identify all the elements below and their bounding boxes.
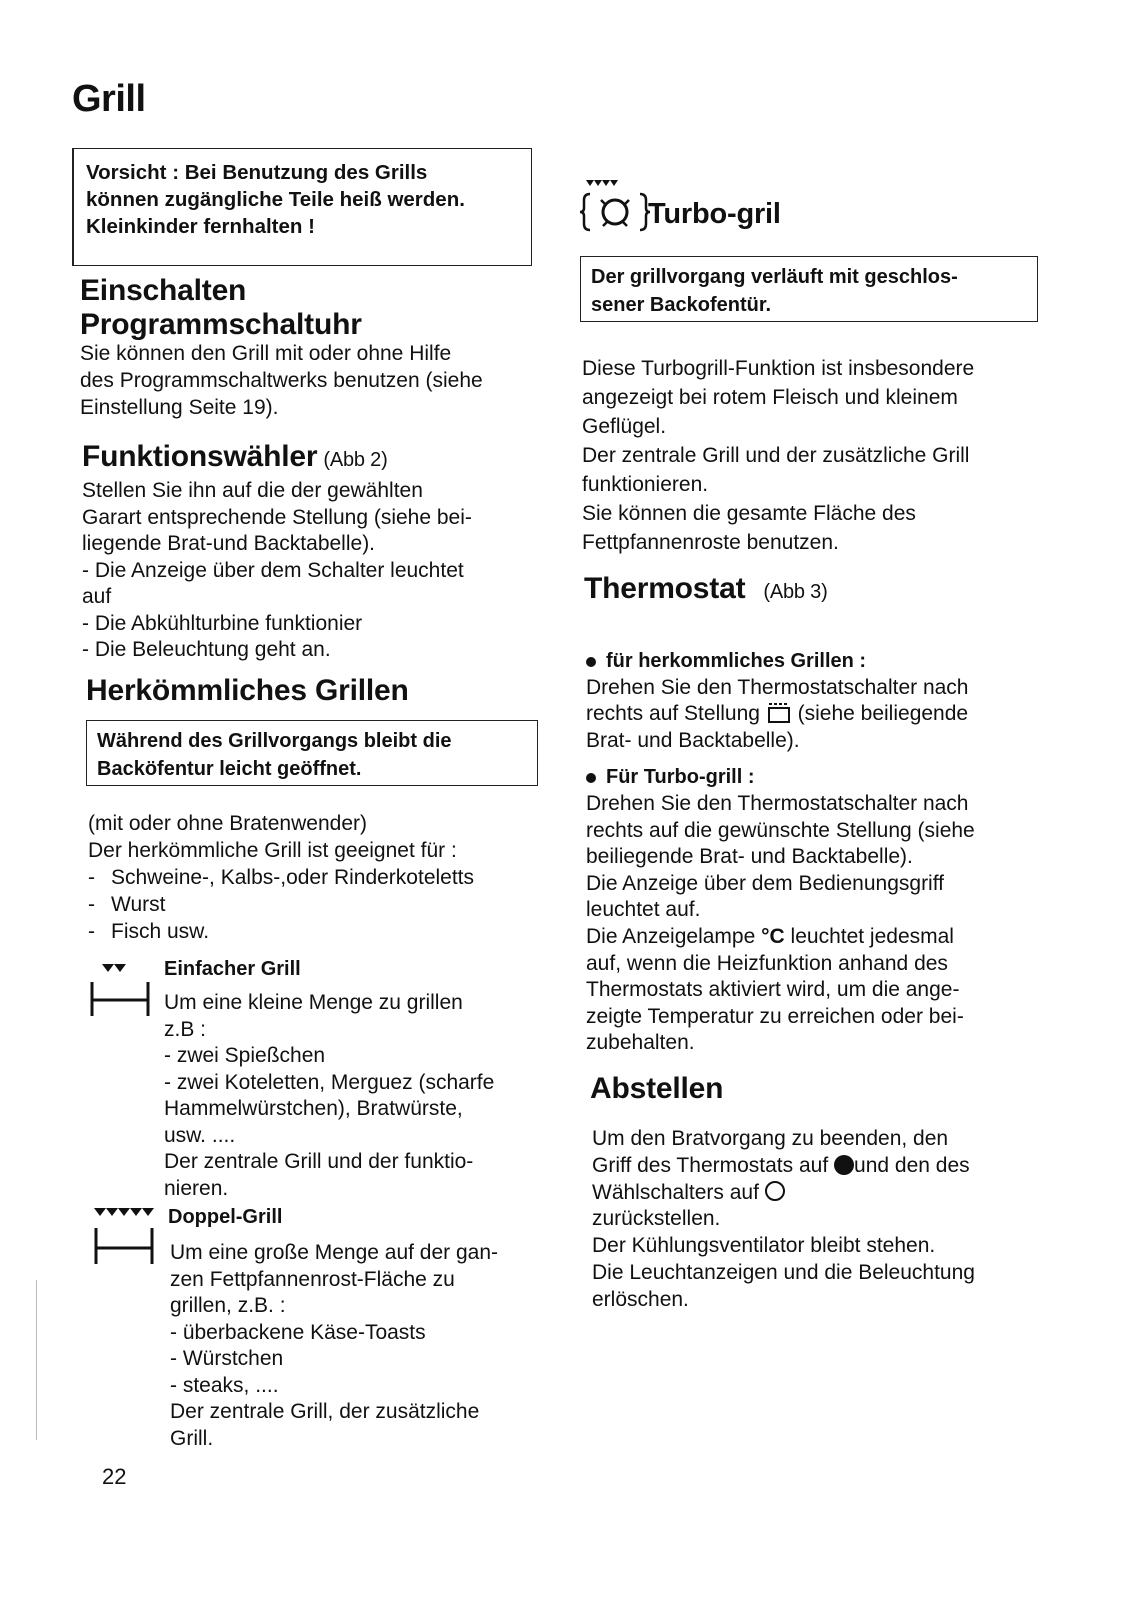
margin-line — [36, 1280, 37, 1440]
einfach-text: Um eine kleine Menge zu grillen z.B : - zwei Spießchen - zwei Koteletten, Merguez (scharfe Hammelwürstchen), Bratwürste, usw. .... Der zentrale Grill und der funktio- nieren. — [164, 991, 495, 1200]
page-number: 22 — [102, 1464, 127, 1489]
bullet-icon — [586, 773, 596, 783]
celsius-symbol: °C — [761, 924, 785, 948]
abstellen-heading: Abstellen — [590, 1072, 724, 1105]
warning-line: Vorsicht : Bei Benutzung des Grills — [86, 161, 428, 184]
off-position-dot-icon — [834, 1155, 854, 1175]
warning-box — [72, 148, 532, 266]
grill-position-icon — [766, 702, 792, 724]
thermostat-ref: (Abb 3) — [763, 581, 828, 603]
single-grill-icon — [86, 960, 156, 1020]
doppel-heading: Doppel-Grill — [168, 1206, 283, 1228]
programmschaltuhr-heading: Programmschaltuhr — [80, 308, 362, 341]
turbo-box: Der grillvorgang verläuft mit geschlos- sener Backofentür. — [580, 256, 1038, 322]
bullet-icon — [586, 657, 596, 667]
thermostat-text: für herkommliches Grillen : Drehen Sie den Thermostatschalter nach rechts auf Stellung (siehe beiliegende Brat- und Backtabelle). Für Turbo-grill : Drehen Sie den Thermostatschalter nach rechts auf die gewünschte Stellung (siehe beiliegende Brat- und Backtabelle). Die Anzeige über dem Bedienungsgriff leuchtet auf. Die Anzeigelampe °C leuchtet jedesmal auf, wenn die Heizfunktion anhand des Thermostats aktiviert wird, um die ange- zeigte Temperatur zu erreichen oder bei- zubehalten. — [586, 650, 975, 1055]
einfach-heading: Einfacher Grill — [164, 958, 301, 980]
warning-line: können zugängliche Teile heiß werden. — [86, 188, 465, 211]
off-position-circle-icon — [765, 1181, 785, 1201]
warning-line: Kleinkinder fernhalten ! — [86, 215, 315, 238]
turbo-text: Diese Turbogrill-Funktion ist insbesondere angezeigt bei rotem Fleisch und kleinem Geflügel. Der zentrale Grill und der zusätzliche Grill funktionieren. Sie können die gesamte Fläche des Fettpfannenroste benutzen. — [582, 357, 975, 554]
doppel-text: Um eine große Menge auf der gan- zen Fettpfannenrost-Fläche zu grillen, z.B. : - überbackene Käse-Toasts - Würstchen - steaks, .... Der zentrale Grill, der zusätzliche Grill. — [170, 1241, 499, 1450]
thermostat-heading: Thermostat (Abb 3) — [584, 572, 828, 605]
turbo-grill-icon — [580, 178, 650, 234]
herkoemmlich-heading: Herkömmliches Grillen — [86, 674, 409, 707]
herkoemmlich-box: Während des Grillvorgangs bleibt die Backöfentur leicht geöffnet. — [86, 720, 538, 786]
herkoemmlich-intro: (mit oder ohne Bratenwender) Der herkömmliche Grill ist geeignet für : - Schweine-, Kalbs-,oder Rinderkoteletts - Wurst - Fisch usw. — [88, 812, 475, 943]
funktionswaehler-heading: Funktionswähler (Abb 2) — [82, 440, 388, 473]
page-title: Grill — [72, 78, 146, 120]
double-grill-icon — [88, 1204, 160, 1268]
einschalten-text: Sie können den Grill mit oder ohne Hilfe des Programmschaltwerks benutzen (siehe Einstellung Seite 19). — [80, 342, 483, 419]
list-item: - Schweine-, Kalbs-,oder Rinderkoteletts — [88, 866, 475, 889]
list-item: - Fisch usw. — [88, 920, 210, 943]
list-item: - Wurst — [88, 893, 166, 916]
einschalten-heading: Einschalten — [80, 274, 247, 307]
abstellen-text: Um den Bratvorgang zu beenden, den Griff des Thermostats auf und den des Wählschalters auf zurückstellen. Der Kühlungsventilator bleibt stehen. Die Leuchtanzeigen und die Beleuchtung erlöschen. — [592, 1127, 975, 1311]
funktionswaehler-text: Stellen Sie ihn auf die der gewählten Garart entsprechende Stellung (siehe bei- liegende Brat-und Backtabelle). - Die Anzeige über dem Schalter leuchtet auf - Die Abkühlturbine funktionier - Die Beleuchtung geht an. — [82, 479, 472, 661]
funktionswaehler-ref: (Abb 2) — [323, 449, 388, 471]
turbo-heading: Turbo-gril — [648, 198, 781, 230]
